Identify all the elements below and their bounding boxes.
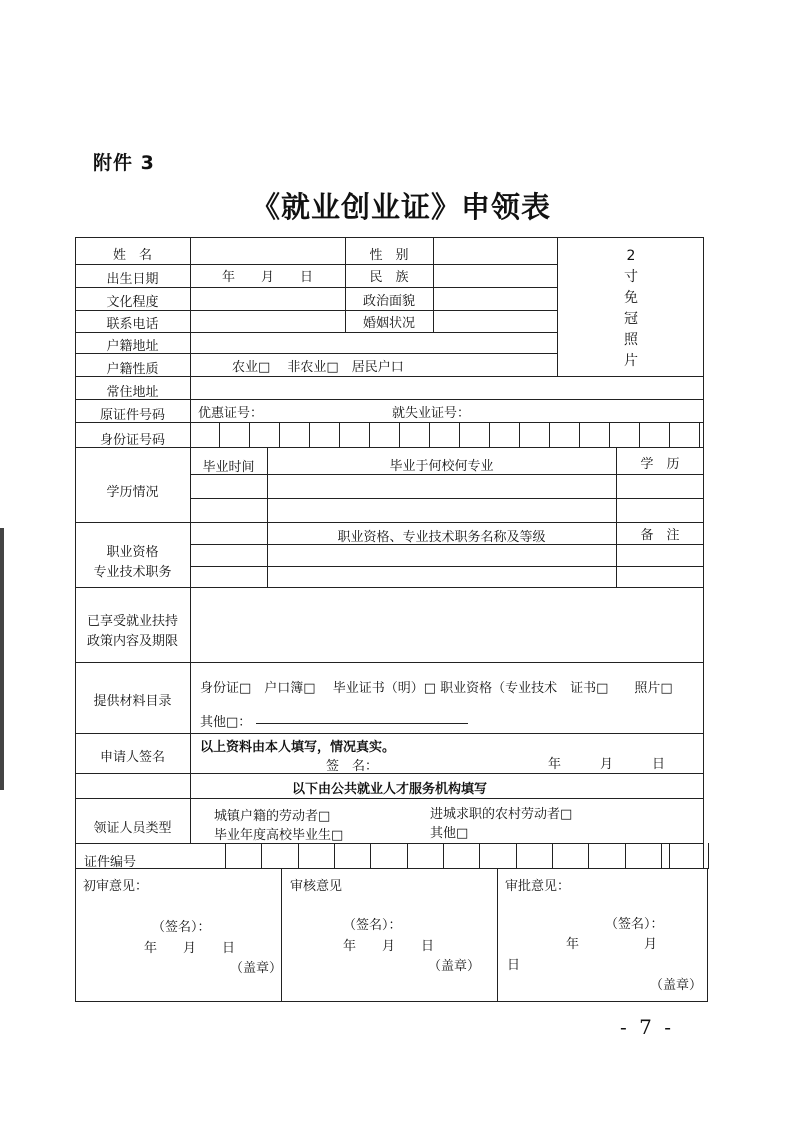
education-level-field[interactable]: [191, 288, 344, 310]
approval-review-seal: （盖章）: [650, 978, 703, 993]
label-household-address: 户籍地址: [106, 339, 159, 354]
unemployment-cert-field[interactable]: 就失业证号：: [392, 406, 471, 421]
household-address-field[interactable]: [191, 333, 556, 353]
policy-field[interactable]: [191, 588, 703, 662]
audit-review-sign[interactable]: （签名）：: [343, 918, 402, 933]
name-field[interactable]: [191, 238, 344, 264]
qual-col-note: 备 注: [640, 528, 680, 543]
signature-sign[interactable]: 签 名：: [326, 759, 379, 774]
marital-status-field[interactable]: [434, 311, 556, 332]
label-policy-2: 政策内容及期限: [86, 634, 178, 649]
label-education-level: 文化程度: [106, 295, 159, 310]
political-status-field[interactable]: [434, 288, 556, 310]
label-qualification-1: 职业资格: [106, 545, 159, 560]
recipient-option-rural[interactable]: 进城求职的农村劳动者□: [430, 807, 573, 822]
edu-col-school: 毕业于何校何专业: [389, 459, 494, 474]
edu-col-degree: 学 历: [640, 457, 680, 472]
label-signature: 申请人签名: [99, 750, 165, 765]
label-marital-status: 婚姻状况: [362, 316, 415, 331]
phone-field[interactable]: [191, 311, 344, 332]
photo-placeholder[interactable]: 2 寸 免 冠 照 片: [624, 248, 638, 369]
residence-address-field[interactable]: [191, 377, 703, 399]
edu-col-time: 毕业时间: [202, 460, 255, 475]
cert-number-cells[interactable]: [190, 843, 708, 869]
label-phone: 联系电话: [106, 317, 159, 332]
annex-label: 附件 3: [93, 152, 155, 174]
label-original-cert-no: 原证件号码: [99, 408, 165, 423]
audit-review-seal: （盖章）: [428, 959, 481, 974]
materials-other[interactable]: 其他□：: [200, 715, 252, 730]
label-education: 学历情况: [106, 485, 159, 500]
label-birth-date: 出生日期: [106, 272, 159, 287]
household-type-options[interactable]: 农业□ 非农业□ 居民户口: [232, 360, 404, 375]
audit-review-date[interactable]: 年 月 日: [343, 939, 435, 954]
approval-review-label: 审批意见：: [505, 879, 571, 894]
label-recipient-type: 领证人员类型: [93, 821, 172, 836]
birth-date-field[interactable]: 年 月 日: [221, 270, 313, 285]
signature-statement: 以上资料由本人填写，情况真实。: [200, 740, 396, 755]
scan-edge-mark: [0, 528, 4, 790]
qual-col-name: 职业资格、专业技术职务名称及等级: [337, 530, 546, 545]
audit-review-label: 审核意见: [290, 879, 343, 894]
label-policy-1: 已享受就业扶持: [86, 614, 178, 629]
label-qualification-2: 专业技术职务: [93, 565, 172, 580]
label-materials: 提供材料目录: [93, 694, 172, 709]
label-name: 姓 名: [112, 248, 152, 263]
recipient-option-graduate[interactable]: 毕业年度高校毕业生□: [214, 828, 344, 843]
materials-checklist[interactable]: 身份证□ 户口簿□ 毕业证书（明）□ 职业资格（专业技术 证书□ 照片□: [200, 681, 673, 696]
label-gender: 性 别: [369, 248, 409, 263]
id-number-cells[interactable]: [190, 422, 704, 447]
discount-cert-field[interactable]: 优惠证号：: [198, 406, 264, 421]
signature-date[interactable]: 年 月 日: [548, 757, 666, 772]
recipient-option-urban[interactable]: 城镇户籍的劳动者□: [214, 809, 331, 824]
initial-review-seal: （盖章）: [230, 961, 283, 976]
approval-review-sign[interactable]: （签名）：: [605, 917, 664, 932]
page-number: - 7 -: [620, 1015, 674, 1039]
label-id-number: 身份证号码: [99, 433, 165, 448]
recipient-option-other[interactable]: 其他□: [430, 826, 469, 841]
label-household-type: 户籍性质: [106, 362, 159, 377]
label-cert-number: 证件编号: [84, 855, 137, 870]
agency-header: 以下由公共就业人才服务机构填写: [291, 782, 487, 797]
page-title: 《就业创业证》申领表: [250, 190, 551, 224]
approval-review-date[interactable]: 年 月: [566, 937, 658, 952]
initial-review-date[interactable]: 年 月 日: [144, 941, 236, 956]
label-residence-address: 常住地址: [106, 385, 159, 400]
initial-review-sign[interactable]: （签名）：: [152, 920, 211, 935]
label-political-status: 政治面貌: [362, 294, 415, 309]
approval-review-day[interactable]: 日: [507, 958, 521, 973]
ethnicity-field[interactable]: [434, 265, 556, 287]
initial-review-label: 初审意见：: [83, 879, 149, 894]
label-ethnicity: 民 族: [369, 270, 409, 285]
gender-field[interactable]: [434, 238, 556, 264]
